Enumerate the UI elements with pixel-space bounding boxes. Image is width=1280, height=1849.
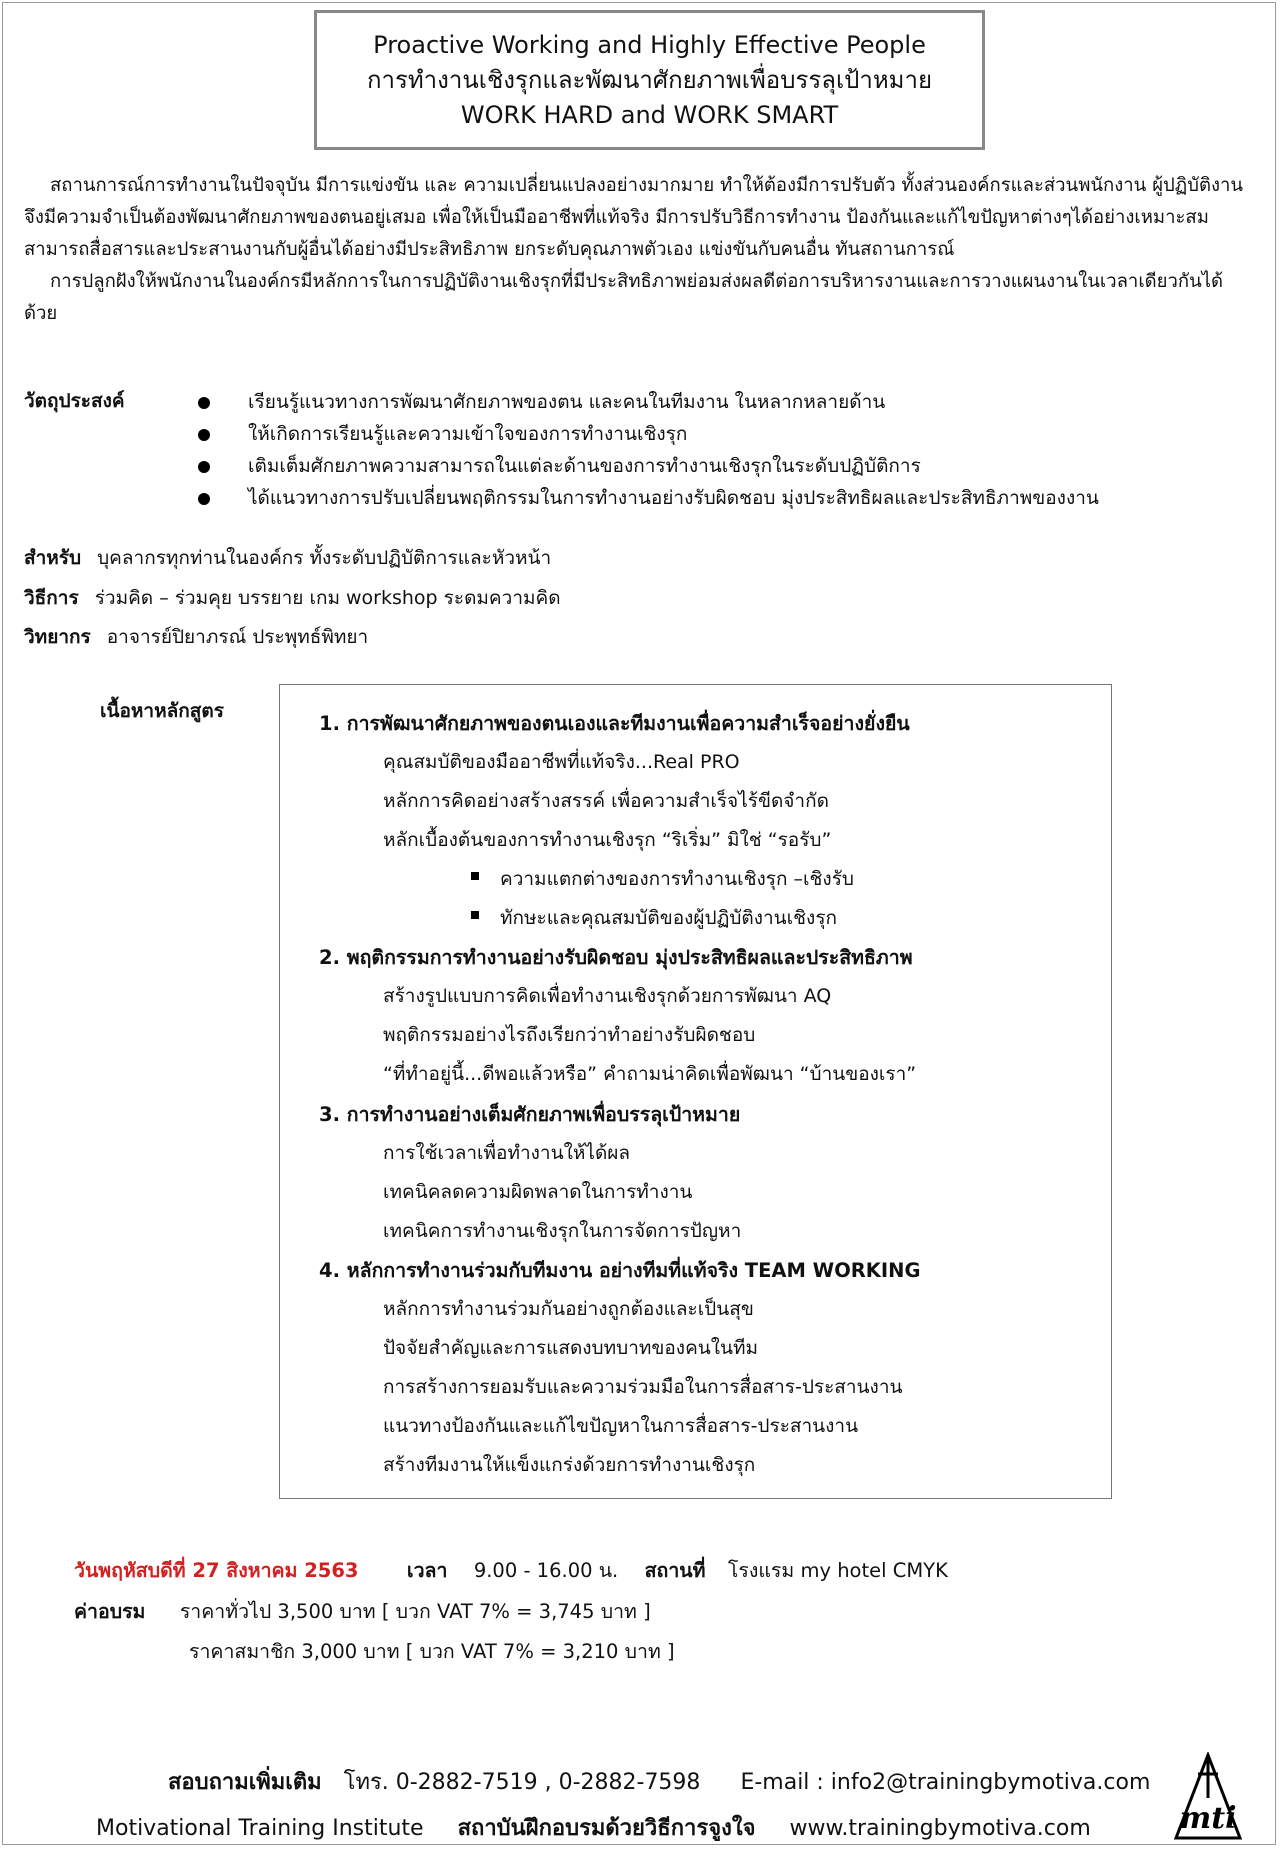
- section-3-item: เทคนิคการทำงานเชิงรุกในการจัดการปัญหา: [383, 1220, 742, 1242]
- fee-general: ราคาทั่วไป 3,500 บาท [ บวก VAT 7% = 3,745 บาท ]: [179, 1600, 651, 1623]
- venue-value: โรงแรม my hotel CMYK: [727, 1559, 948, 1582]
- square-bullet-icon: [471, 911, 479, 919]
- svg-text:mti: mti: [1179, 1801, 1237, 1836]
- contact-line: [168, 1764, 1150, 1799]
- objectives-list: [198, 386, 1099, 514]
- phone: โทร. 0-2882-7519 , 0-2882-7598: [343, 1770, 701, 1795]
- mti-logo-icon: [1173, 1752, 1243, 1842]
- fee-label: ค่าอบรม: [74, 1600, 146, 1623]
- section-4-item: สร้างทีมงานให้แข็งแกร่งด้วยการทำงานเชิงรุก: [383, 1454, 756, 1476]
- objective-item: เติมเต็มศักยภาพความสามารถในแต่ละด้านของการทำงานเชิงรุกในระดับปฏิบัติการ: [198, 450, 1099, 482]
- section-1-item: หลักเบื้องต้นของการทำงานเชิงรุก “ริเริ่ม” มิใช่ “รอรับ”: [383, 829, 832, 851]
- section-3-item: เทคนิคลดความผิดพลาดในการทำงาน: [383, 1181, 693, 1203]
- section-4-item: การสร้างการยอมรับและความร่วมมือในการสื่อสาร-ประสานงาน: [383, 1376, 903, 1398]
- objective-item: ได้แนวทางการปรับเปลี่ยนพฤติกรรมในการทำงานอย่างรับผิดชอบ มุ่งประสิทธิผลและประสิทธิภาพของงาน: [198, 482, 1099, 514]
- section-2-title: 2. พฤติกรรมการทำงานอย่างรับผิดชอบ มุ่งประสิทธิผลและประสิทธิภาพ: [319, 946, 913, 969]
- section-1-item: หลักการคิดอย่างสร้างสรรค์ เพื่อความสำเร็จไร้ขีดจำกัด: [383, 790, 829, 812]
- section-4-item: หลักการทำงานร่วมกันอย่างถูกต้องและเป็นสุข: [383, 1298, 754, 1320]
- org-name-th: สถาบันฝึกอบรมด้วยวิธีการจูงใจ: [457, 1816, 756, 1841]
- objectives-label: วัตถุประสงค์: [24, 390, 125, 412]
- section-4-item: แนวทางป้องกันและแก้ไขปัญหาในการสื่อสาร-ประสานงาน: [383, 1415, 859, 1437]
- bullet-icon: [198, 493, 210, 505]
- title-slogan: WORK HARD and WORK SMART: [460, 100, 839, 129]
- org-name-en: Motivational Training Institute: [96, 1816, 424, 1841]
- section-1-item: คุณสมบัติของมืออาชีพที่แท้จริง...Real PRO: [383, 751, 740, 773]
- ask-label: สอบถามเพิ่มเติม: [168, 1770, 322, 1795]
- objective-item: เรียนรู้แนวทางการพัฒนาศักยภาพของตน และคนในทีมงาน ในหลากหลายด้าน: [198, 386, 1099, 418]
- info-method: วิธีการ ร่วมคิด – ร่วมคุย บรรยาย เกม workshop ระดมความคิด: [24, 587, 561, 609]
- content-label: เนื้อหาหลักสูตร: [100, 700, 224, 722]
- section-2-item: สร้างรูปแบบการคิดเพื่อทำงานเชิงรุกด้วยการพัฒนา AQ: [383, 985, 832, 1007]
- title-th: การทำงานเชิงรุกและพัฒนาศักยภาพเพื่อบรรลุเป้าหมาย: [366, 65, 933, 94]
- section-2-item: พฤติกรรมอย่างไรถึงเรียกว่าทำอย่างรับผิดชอบ: [383, 1024, 756, 1046]
- intro-paragraph-1: สถานการณ์การทำงานในปัจจุบัน มีการแข่งขัน และ ความเปลี่ยนแปลงอย่างมากมาย ทำให้ต้องมีการปรับตัว ทั้งส่วนองค์กรและส่วนพนักงาน ผู้ปฏิบัติงานจึงมีความจำเป็นต้องพัฒนาศักยภาพของตนอยู่เสมอ เพื่อให้เป็นมืออาชีพที่แท้จริง มีการปรับวิธีการทำงาน ป้องกันและแก้ไขปัญหาต่างๆได้อย่างเหมาะสม สามารถสื่อสารและประสานงานกับผู้อื่นได้อย่างมีประสิทธิภาพ ยกระดับคุณภาพตัวเอง แข่งขันกับคนอื่น ทันสถานการณ์: [24, 175, 1244, 260]
- intro: [24, 170, 1256, 330]
- event-date: วันพฤหัสบดีที่ 27 สิงหาคม 2563: [74, 1559, 359, 1582]
- fee-member: ราคาสมาชิก 3,000 บาท [ บวก VAT 7% = 3,210 บาท ]: [189, 1640, 675, 1663]
- time-label: เวลา: [406, 1559, 448, 1582]
- bullet-icon: [198, 397, 210, 409]
- schedule-line: [74, 1555, 948, 1586]
- objective-item: ให้เกิดการเรียนรู้และความเข้าใจของการทำงานเชิงรุก: [198, 418, 1099, 450]
- website-link[interactable]: www.trainingbymotiva.com: [789, 1816, 1091, 1841]
- bullet-icon: [198, 461, 210, 473]
- section-1-title: 1. การพัฒนาศักยภาพของตนเองและทีมงานเพื่อความสำเร็จอย่างยั่งยืน: [319, 712, 910, 735]
- section-4-title: 4. หลักการทำงานร่วมกับทีมงาน อย่างทีมที่แท้จริง TEAM WORKING: [319, 1259, 921, 1282]
- venue-label: สถานที่: [644, 1559, 706, 1582]
- title-box: [314, 10, 985, 150]
- email-link[interactable]: E-mail : info2@trainingbymotiva.com: [740, 1770, 1151, 1795]
- fee-line-general: [74, 1596, 651, 1627]
- info-for: สำหรับ บุคลากรทุกท่านในองค์กร ทั้งระดับปฏิบัติการและหัวหน้า: [24, 547, 552, 569]
- section-3-item: การใช้เวลาเพื่อทำงานให้ได้ผล: [383, 1142, 631, 1164]
- bullet-icon: [198, 429, 210, 441]
- section-3-title: 3. การทำงานอย่างเต็มศักยภาพเพื่อบรรลุเป้าหมาย: [319, 1103, 741, 1126]
- section-2-item: “ที่ทำอยู่นี้...ดีพอแล้วหรือ” คำถามน่าคิดเพื่อพัฒนา “บ้านของเรา”: [383, 1063, 917, 1085]
- section-1-subitem: ความแตกต่างของการทำงานเชิงรุก –เชิงรับ: [500, 868, 854, 890]
- intro-paragraph-2: การปลูกฝังให้พนักงานในองค์กรมีหลักการในการปฏิบัติงานเชิงรุกที่มีประสิทธิภาพย่อมส่งผลดีต่อการบริหารงานและการวางแผนงานในเวลาเดียวกันได้ด้วย: [24, 271, 1224, 324]
- org-line: [96, 1810, 1091, 1845]
- time-value: 9.00 - 16.00 น.: [473, 1559, 619, 1582]
- title-en: Proactive Working and Highly Effective People: [373, 30, 926, 59]
- section-4-item: ปัจจัยสำคัญและการแสดงบทบาทของคนในทีม: [383, 1337, 759, 1359]
- square-bullet-icon: [471, 872, 479, 880]
- info-speaker: วิทยากร อาจารย์ปิยาภรณ์ ประพุทธ์พิทยา: [24, 626, 369, 648]
- section-1-subitem: ทักษะและคุณสมบัติของผู้ปฏิบัติงานเชิงรุก: [500, 907, 838, 929]
